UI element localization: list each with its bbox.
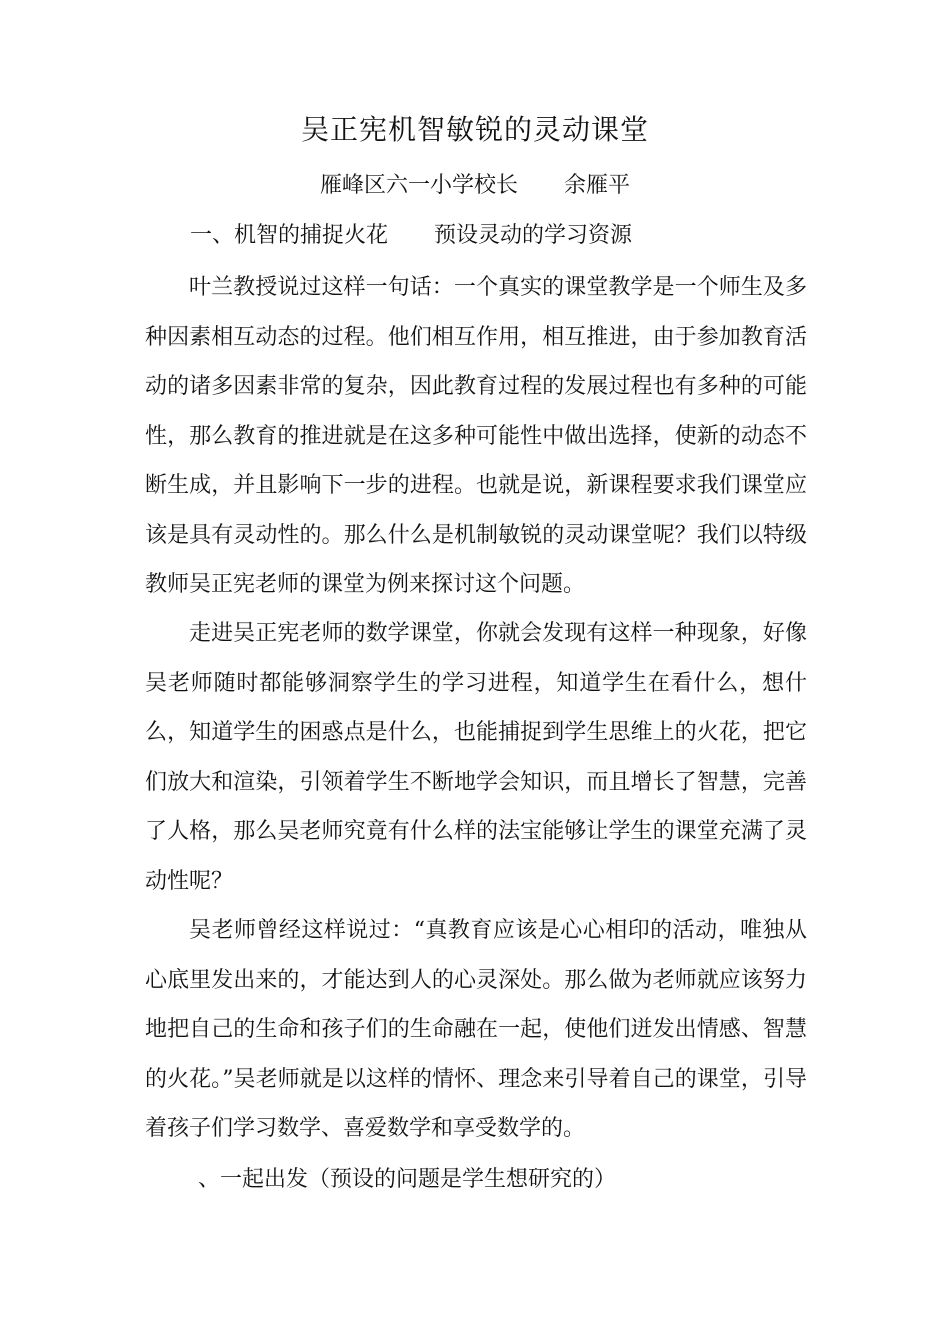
- document-title: 吴正宪机智敏锐的灵动课堂: [300, 113, 649, 146]
- byline: [0, 168, 950, 204]
- section-heading-left: 一、机智的捕捉火花: [190, 223, 389, 248]
- subsection-heading: 、一起出发（预设的问题是学生想研究的）: [198, 1167, 617, 1192]
- section-heading: [190, 218, 632, 254]
- section-heading-right: 预设灵动的学习资源: [434, 223, 633, 248]
- body-paragraph: 叶兰教授说过这样一句话：一个真实的课堂教学是一个师生及多种因素相互动态的过程。他们相互作用，相互推进，由于参加教育活动的诸多因素非常的复杂，因此教育过程的发展过程也有多种的可能性，那么教育的推进就是在这多种可能性中做出选择，使新的动态不断生成，并且影响下一步的进程。也就是说，新课程要求我们课堂应该是具有灵动性的。那么什么是机制敏锐的灵动课堂呢？我们以特级教师吴正宪老师的课堂为例来探讨这个问题。: [145, 275, 807, 597]
- author-name: 余雁平: [564, 173, 631, 198]
- author-affiliation: 雁峰区六一小学校长: [319, 173, 518, 198]
- body-paragraph: 吴老师曾经这样说过：“真教育应该是心心相印的活动，唯独从心底里发出来的，才能达到人的心灵深处。那么做为老师就应该努力地把自己的生命和孩子们的生命融在一起，使他们迸发出情感、智慧的火花。”吴老师就是以这样的情怀、理念来引导着自己的课堂，引导着孩子们学习数学、喜爱数学和享受数学的。: [145, 918, 807, 1141]
- body-paragraph: 走进吴正宪老师的数学课堂，你就会发现有这样一种现象，好像吴老师随时都能够洞察学生的学习进程，知道学生在看什么，想什么，知道学生的困惑点是什么，也能捕捉到学生思维上的火花，把它们放大和渲染，引领着学生不断地学会知识，而且增长了智慧，完善了人格，那么吴老师究竟有什么样的法宝能够让学生的课堂充满了灵动性呢？: [145, 621, 807, 894]
